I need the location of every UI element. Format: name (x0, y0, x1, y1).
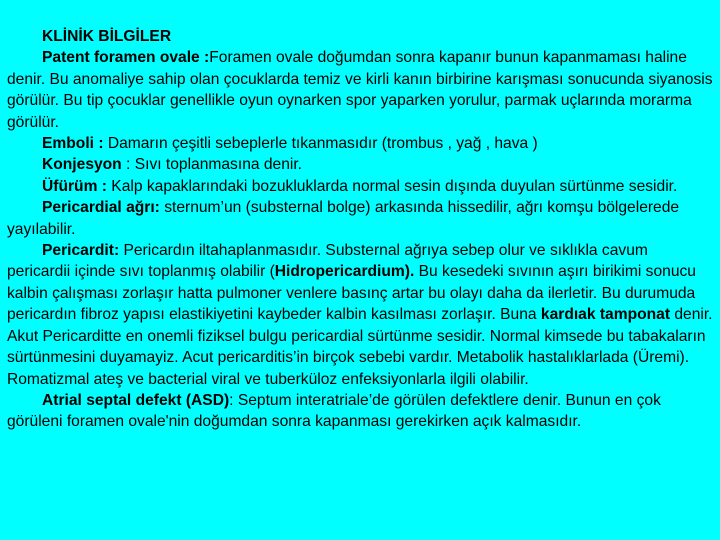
term-label: Patent foramen ovale : (42, 49, 210, 67)
definition-text: Pericardın iltahaplanmasıdır. Substernal ağrıya sebep olur ve sıklıkla cavum pericardii içinde sıvı toplanmış olabilir ( (7, 242, 648, 281)
definition-text: sternum’un (substernal bolge) arkasında hissedilir, ağrı komşu bölgelerede yayılabilir. (7, 199, 680, 238)
definition-text: : Septum interatriale’de görülen defektlere denir. Bunun en çok görüleni foramen ovale'nin doğumdan sonra kapanması gerekirken açık kalmasıdır. (7, 391, 661, 431)
definition-paragraph (7, 390, 713, 433)
definition-paragraph (7, 176, 713, 197)
term-label: Üfürüm : (42, 177, 107, 195)
definition-paragraph (7, 240, 713, 390)
slide-title: KLİNİK BİLGİLER (42, 28, 172, 45)
term-label: Hidropericardium). (274, 263, 415, 281)
term-label: Emboli : (42, 135, 104, 153)
definition-text: : Sıvı toplanmasına denir. (121, 156, 303, 174)
definition-paragraph (7, 154, 713, 175)
term-label: Pericardial ağrı: (42, 199, 160, 217)
slide-text-body (7, 26, 713, 433)
definition-paragraph (7, 47, 713, 133)
definition-paragraph (7, 133, 713, 154)
definition-text: Kalp kapaklarındaki bozukluklarda normal sesin dışında duyulan sürtünme sesidir. (106, 177, 678, 195)
term-label: Atrial septal defekt (ASD) (42, 391, 230, 409)
term-label: kardıak tamponat (540, 306, 671, 324)
term-label: Konjesyon (42, 156, 122, 174)
definition-text: denir. Akut Pericarditte en onemli fiziksel bulgu pericardial sürtünme sesidir. Normal kimsede bu tabakaların sürtünmesini duyamayiz. Acut pericarditis’in birçok sebebi vardır. Metabolik hastalıklarlada (Üremi). Romatizmal ateş ve bacterial viral ve tuberküloz enfeksiyonlarla ilgili olabilir. (7, 306, 713, 388)
definitions-list (7, 47, 713, 432)
definition-text: Damarın çeşitli sebeplerle tıkanmasıdır (trombus , yağ , hava ) (103, 135, 538, 153)
definition-paragraph (7, 197, 713, 240)
term-label: Pericardit: (42, 242, 120, 260)
definition-text: Foramen ovale doğumdan sonra kapanır bunun kapanmaması haline denir. Bu anomaliye sahip olan çocuklarda temiz ve kirli kanın birbirine karışması sonucunda siyanosis görülür. Bu tip çocuklar genellikle oyun oynarken spor yaparken yorulur, parmak uçlarında morarma görülür. (7, 49, 713, 131)
definition-text: Bu kesedeki sıvının aşırı birikimi sonucu kalbin çalışması zorlaşır hatta pulmoner venlere basınç artar bu olayı daha da ilerletir. Bu durumuda pericardın fibroz yapısı elastikiyetini kaybeder kalbin kasılması zorlaşır. Buna (7, 263, 696, 324)
